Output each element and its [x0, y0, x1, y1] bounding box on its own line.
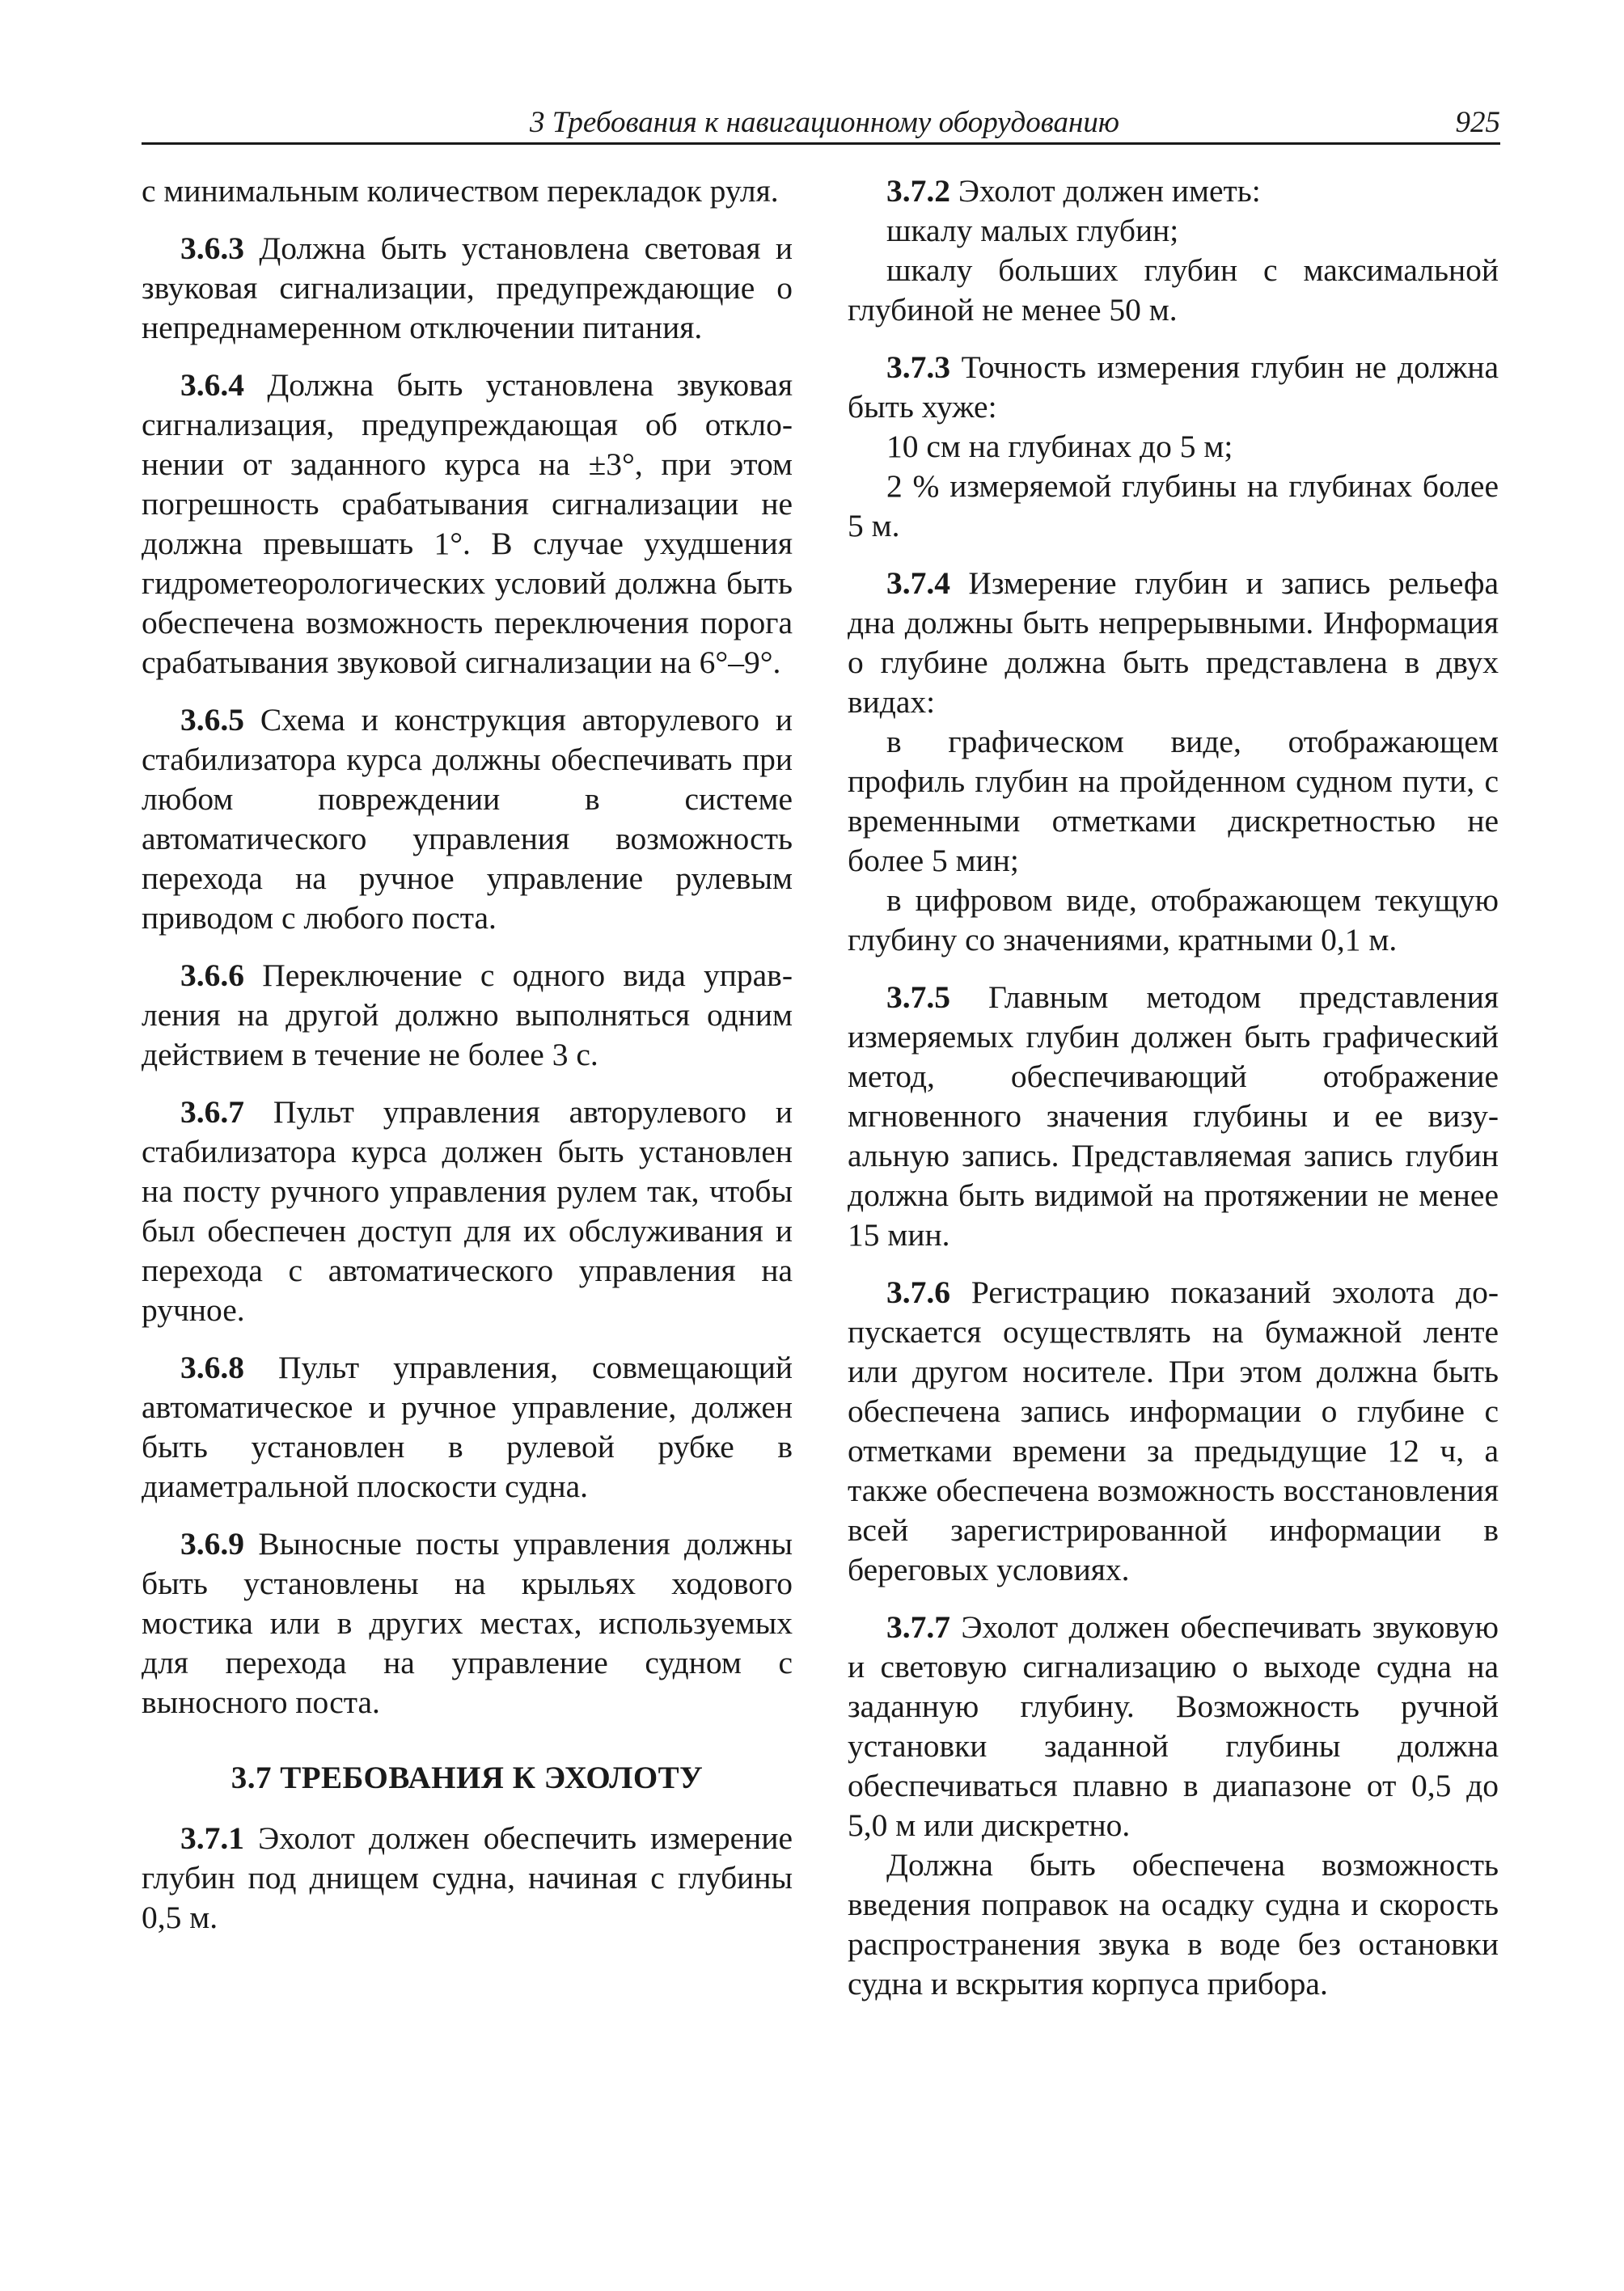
clause-text: Точность измерения глубин не должна быть хуже: [848, 349, 1499, 425]
clause-3-6-8 [142, 1348, 793, 1507]
clause-text: Регистрацию показаний эхолота допускается осуществлять на бумажной ленте или другом носителе. При этом должна быть обеспечена запись информации о глубине с отметками времени за предыдущие 12 ч, а также обеспечена возможность восстановления всей зарегистрированной информации в береговых условиях. [848, 1274, 1499, 1587]
clause-text: Выносные посты управления должны быть установлены на крыльях ходового мостика или в других местах, используемых для перехода на управление судном с выносного поста. [142, 1526, 793, 1720]
clause-text: Эхолот должен обеспечивать звуковую и световую сигнализацию о выходе судна на заданную глубину. Возможность ручной установки заданной глубины должна обеспечиваться плавно в диапазоне от 0,5 до 5,0 м или дискретно. [848, 1609, 1499, 1843]
clause-text: Схема и конструкция авторулевого и стабилизатора курса должны обеспечивать при любом повреждении в системе автоматического управления возможность перехода на ручное управление рулевым приводом с любого поста. [142, 702, 793, 936]
clause-text: Пульт управления авторулевого и стабилизатора курса должен быть установлен на посту ручного управления рулем так, чтобы был обеспечен доступ для их обслуживания и перехода с автоматического управления на ручное. [142, 1094, 793, 1328]
clause-text: Должна быть установлена световая и звуковая сигнализации, предупреждающие о непреднамеренном отключении питания. [142, 230, 793, 345]
section-heading: 3.7 ТРЕБОВАНИЯ К ЭХОЛОТУ [230, 1761, 704, 1795]
clause-3-6-9 [142, 1524, 793, 1722]
clause-number: 3.6.6 [180, 957, 244, 993]
clause-3-6-7 [142, 1093, 793, 1330]
clause-number: 3.6.4 [180, 367, 244, 403]
clause-text: Главным методом представления измеряемых глубин должен быть графический метод, обеспечивающий отображение мгновенного значения глубины и ее визуальную запись. Представляемая запись глубин должна быть видимой на протяжении не менее 15 мин. [848, 979, 1499, 1253]
list-item: 2 % измеряемой глубины на глубинах более 5 м. [848, 468, 1499, 543]
paragraph: Должна быть обеспечена возможность введения поправок на осадку судна и скорость распространения звука в воде без остановки судна и вскрытия корпуса прибора. [848, 1847, 1499, 2001]
clause-number: 3.7.6 [886, 1274, 950, 1310]
clause-3-7-4 [848, 564, 1499, 722]
clause-3-7-5 [848, 978, 1499, 1255]
list-item: в графическом виде, отображающем профиль глубин на пройденном судном пути, с временными отметками дискретностью не более 5 мин; [848, 724, 1499, 878]
clause-text: Должна быть установлена звуковая сигнализация, предупреждающая об отклонении от заданного курса на ±3°, при этом погрешность срабатывания сигнализации не должна превышать 1°. В случае ухудшения гидрометеорологических условий должна быть обеспечена возможность переключения порога срабатывания звуковой сигнализации на 6°–9°. [142, 367, 793, 680]
clause-number: 3.7.2 [886, 173, 950, 209]
list-item: шкалу больших глубин с максимальной глубиной не менее 50 м. [848, 252, 1499, 328]
header-title: 3 Требования к навигационному оборудованию [530, 106, 1119, 139]
clause-3-6-6 [142, 956, 793, 1075]
clause-3-7-2 [848, 171, 1499, 211]
page-number: 925 [1455, 106, 1500, 139]
clause-number: 3.7.5 [886, 979, 950, 1015]
clause-text: Эхолот должен обеспечить измерение глубин под днищем судна, начиная с глубины 0,5 м. [142, 1820, 793, 1935]
paragraph-continuation: с минимальным количеством перекладок руля. [142, 173, 779, 209]
clause-number: 3.6.5 [180, 702, 244, 738]
clause-3-7-6 [848, 1273, 1499, 1590]
clause-text: Эхолот должен иметь: [950, 173, 1261, 209]
clause-number: 3.7.3 [886, 349, 950, 385]
clause-number: 3.7.4 [886, 565, 950, 601]
clause-text: Измерение глубин и запись рельефа дна должны быть непрерывными. Информация о глубине должна быть представлена в двух видах: [848, 565, 1499, 720]
right-column [848, 171, 1499, 2004]
running-header [142, 102, 1500, 145]
clause-number: 3.6.8 [180, 1350, 244, 1385]
clause-number: 3.7.1 [180, 1820, 244, 1856]
clause-number: 3.6.3 [180, 230, 244, 266]
left-column [142, 171, 793, 1938]
clause-3-7-3 [848, 348, 1499, 427]
clause-number: 3.7.7 [886, 1609, 950, 1645]
list-item: 10 см на глубинах до 5 м; [886, 429, 1233, 464]
clause-3-6-3 [142, 229, 793, 348]
clause-text: Переключение с одного вида управления на другой должно выполняться одним действием в течение не более 3 с. [142, 957, 793, 1072]
clause-number: 3.6.9 [180, 1526, 244, 1562]
clause-number: 3.6.7 [180, 1094, 244, 1130]
clause-3-7-1 [142, 1819, 793, 1938]
clause-3-6-5 [142, 700, 793, 938]
list-item: шкалу малых глубин; [886, 213, 1179, 248]
clause-text: Пульт управления, совмещающий автоматическое и ручное управление, должен быть установлен в рулевой рубке в диаметральной плоскости судна. [142, 1350, 793, 1504]
clause-3-7-7 [848, 1608, 1499, 1845]
clause-3-6-4 [142, 366, 793, 683]
list-item: в цифровом виде, отображающем текущую глубину со значениями, кратными 0,1 м. [848, 882, 1499, 957]
